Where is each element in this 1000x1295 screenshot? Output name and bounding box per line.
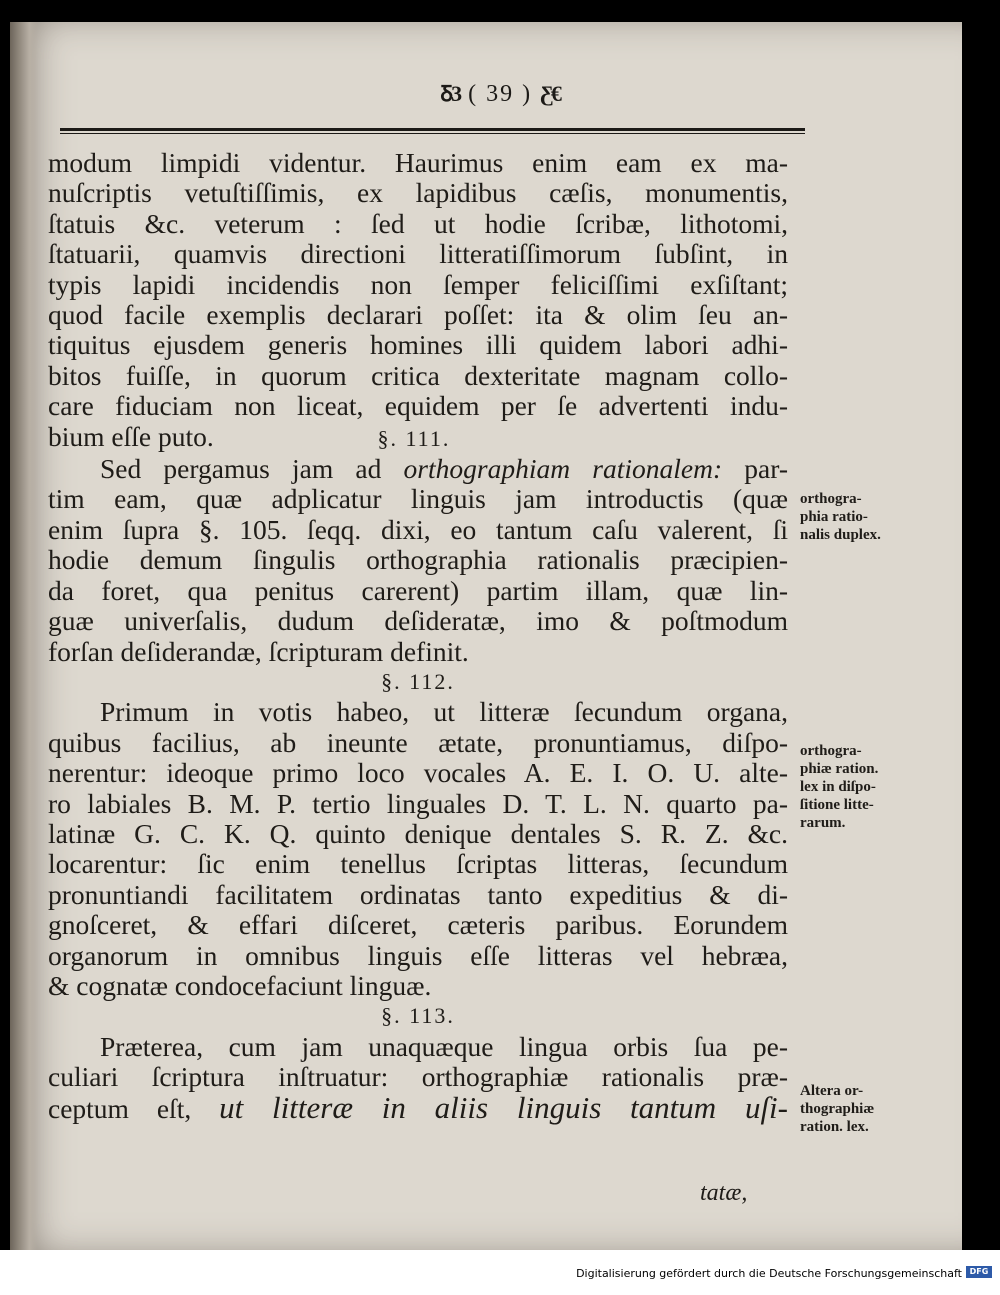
- margin-line: orthogra-: [800, 743, 862, 759]
- p111-italic-term: orthographiam rationalem:: [403, 453, 723, 485]
- text-line: culiari ſcriptura inſtruatur: orthographiæ rationalis præ-: [48, 1061, 788, 1093]
- marginal-note-113: [800, 1082, 915, 1136]
- text-line: pronuntiandi facilitatem ordinatas tanto expeditius & di-: [48, 878, 788, 910]
- text-line: organorum in omnibus linguis eſſe litteras vel hebræa,: [48, 939, 788, 971]
- paragraph-111-first-line: [48, 454, 788, 484]
- text-line: bitos fuiſſe, in quorum critica dexteritate magnam collo-: [48, 359, 788, 391]
- page-header: [0, 78, 1000, 108]
- text-line: care fiduciam non liceat, equidem per ſe advertenti indu-: [48, 390, 788, 422]
- margin-line: Altera or-: [800, 1083, 864, 1099]
- p111-text-b: par-: [744, 453, 789, 485]
- text-line: quibus facilius, ab ineunte ætate, pronuntiamus, diſpo-: [48, 726, 788, 758]
- text-line: enim ſupra §. 105. ſeqq. dixi, eo tantum caſu valerent, ſi: [48, 513, 788, 545]
- text-line: nerentur: ideoque primo loco vocales A. E. I. O. U. alte-: [48, 757, 788, 789]
- text-line: tiquitus ejusdem generis homines illi quidem labori adhi-: [48, 329, 788, 361]
- text-line: quod facile exemplis declarari poſſet: ita & olim ſeu an-: [48, 299, 788, 331]
- header-rule: [60, 128, 805, 131]
- section-112-heading: §. 112.: [381, 668, 455, 694]
- margin-line: phia ratio-: [800, 509, 868, 525]
- text-line: [48, 422, 788, 454]
- text-line: da foret, qua penitus carerent) partim illam, quæ lin-: [48, 574, 788, 606]
- header-ornament-left: Ᵹ3: [440, 81, 461, 106]
- text-line: typis lapidi incidendis non ſemper feliciſſimi exſiſtant;: [48, 268, 788, 300]
- header-rule-thin: [60, 133, 805, 134]
- section-113-heading: §. 113.: [381, 1003, 455, 1029]
- text-line: nuſcriptis vetuſtiſſimis, ex lapidibus cæſis, monumentis,: [48, 177, 788, 209]
- text-line: ro labiales B. M. P. tertio linguales D. T. L. N. quarto pa-: [48, 787, 788, 819]
- margin-line: nalis duplex.: [800, 527, 881, 543]
- text-line: modum limpidi videntur. Haurimus enim eam ex ma-: [48, 147, 788, 178]
- marginal-note-112: [800, 742, 915, 832]
- footer-credit: Digitalisierung gefördert durch die Deutsche Forschungsgemeinschaft: [576, 1267, 962, 1280]
- text-line: ſtatuis &c. veterum : ſed ut hodie ſcribæ, lithotomi,: [48, 207, 788, 239]
- p111-text-a: Sed pergamus jam ad: [100, 453, 382, 485]
- margin-line: ſitione litte-: [800, 797, 874, 813]
- dfg-logo-icon: DFG: [966, 1266, 992, 1278]
- text-line: locarentur: ſic enim tenellus ſcriptas litteras, ſecundum: [48, 848, 788, 880]
- text-line: guæ univerſalis, dudum deſideratæ, imo & poſtmodum: [48, 605, 788, 637]
- main-text: [48, 148, 788, 1124]
- margin-line: thographiæ: [800, 1101, 875, 1117]
- text-line-bium: bium eſſe puto.: [48, 420, 214, 452]
- text-line: & cognatæ condocefaciunt linguæ.: [48, 969, 432, 1001]
- page-number: ( 39 ): [468, 81, 533, 107]
- margin-line: phiæ ration.: [800, 761, 879, 777]
- catchword: tatæ,: [700, 1180, 748, 1206]
- text-line: hodie demum ſingulis orthographia rationalis præcipien-: [48, 544, 788, 576]
- text-line: ſtatuarii, quamvis directioni litteratiſſimorum ſubſint, in: [48, 238, 788, 270]
- text-line: tim eam, quæ adplicatur linguis jam introductis (quæ: [48, 483, 788, 515]
- scan-frame-top: [0, 0, 1000, 22]
- margin-line: rarum.: [800, 815, 846, 831]
- text-line: latinæ G. C. K. Q. quinto denique dentales S. R. Z. &c.: [48, 817, 788, 849]
- p113-italic-text: ut litteræ in aliis linguis tantum uſi-: [219, 1089, 788, 1125]
- margin-line: lex in diſpo-: [800, 779, 876, 795]
- paragraph-112-first-line: Primum in votis habeo, ut litteræ ſecundum organa,: [100, 696, 788, 728]
- margin-line: ration. lex.: [800, 1119, 869, 1135]
- p113-text-a: ceptum eſt,: [48, 1092, 192, 1124]
- text-line: forſan deſiderandæ, ſcripturam definit.: [48, 635, 469, 667]
- paragraph-113-first-line: Præterea, cum jam unaquæque lingua orbis ſua pe-: [100, 1030, 788, 1062]
- page-spine-shadow: [10, 22, 38, 1250]
- digitization-footer: [0, 1250, 1000, 1295]
- text-line: gnoſceret, & effari diſceret, cæteris paribus. Eorundem: [48, 909, 788, 941]
- marginal-note-111: [800, 490, 915, 544]
- paragraph-113-third-line: [48, 1089, 788, 1125]
- margin-line: orthogra-: [800, 491, 862, 507]
- header-ornament-right: Ƹ€: [540, 81, 560, 106]
- section-111-heading: §. 111.: [377, 425, 451, 451]
